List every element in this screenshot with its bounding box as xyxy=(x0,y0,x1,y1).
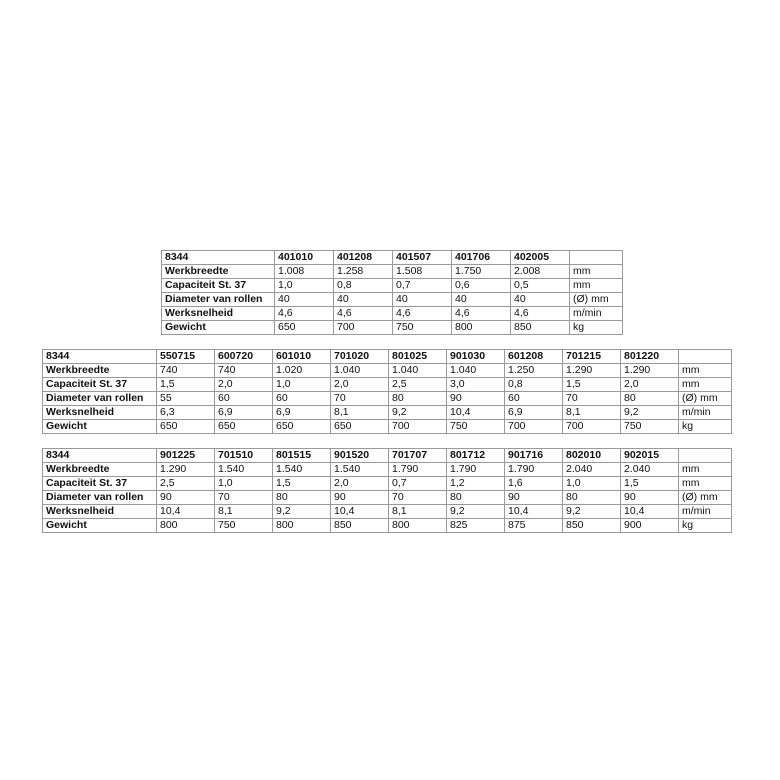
unit-cell: m/min xyxy=(570,307,623,321)
code-cell: 401010 xyxy=(275,251,334,265)
value-cell: 800 xyxy=(452,321,511,335)
value-cell: 1,0 xyxy=(275,279,334,293)
value-cell: 800 xyxy=(273,519,331,533)
unit-cell: (Ø) mm xyxy=(679,491,732,505)
code-cell: 701707 xyxy=(389,449,447,463)
row-label: Werkbreedte xyxy=(162,265,275,279)
code-cell: 601010 xyxy=(273,350,331,364)
unit-cell: m/min xyxy=(679,406,732,420)
value-cell: 60 xyxy=(215,392,273,406)
unit-cell: mm xyxy=(679,378,732,392)
value-cell: 40 xyxy=(275,293,334,307)
value-cell: 700 xyxy=(563,420,621,434)
value-cell: 1.040 xyxy=(389,364,447,378)
value-cell: 0,7 xyxy=(389,477,447,491)
value-cell: 1,2 xyxy=(447,477,505,491)
row-label: Werkbreedte xyxy=(43,364,157,378)
value-cell: 1.540 xyxy=(331,463,389,477)
value-cell: 1.040 xyxy=(447,364,505,378)
value-cell: 1.290 xyxy=(563,364,621,378)
value-cell: 1.008 xyxy=(275,265,334,279)
value-cell: 1,0 xyxy=(273,378,331,392)
value-cell: 700 xyxy=(334,321,393,335)
code-cell: 701020 xyxy=(331,350,389,364)
value-cell: 700 xyxy=(505,420,563,434)
value-cell: 4,6 xyxy=(275,307,334,321)
value-cell: 80 xyxy=(447,491,505,505)
value-cell: 700 xyxy=(389,420,447,434)
value-cell: 6,3 xyxy=(157,406,215,420)
row-label: Diameter van rollen xyxy=(43,392,157,406)
value-cell: 6,9 xyxy=(505,406,563,420)
row-label: Gewicht xyxy=(43,519,157,533)
value-cell: 2,5 xyxy=(157,477,215,491)
value-cell: 8,1 xyxy=(563,406,621,420)
value-cell: 1,6 xyxy=(505,477,563,491)
code-cell: 801025 xyxy=(389,350,447,364)
code-cell: 801515 xyxy=(273,449,331,463)
value-cell: 9,2 xyxy=(389,406,447,420)
value-cell: 850 xyxy=(511,321,570,335)
value-cell: 90 xyxy=(621,491,679,505)
value-cell: 0,7 xyxy=(393,279,452,293)
spec-table-3 xyxy=(42,448,732,533)
row-label: Werksnelheid xyxy=(43,505,157,519)
value-cell: 2,0 xyxy=(621,378,679,392)
value-cell: 0,5 xyxy=(511,279,570,293)
unit-cell: kg xyxy=(679,519,732,533)
value-cell: 90 xyxy=(447,392,505,406)
row-label: Capaciteit St. 37 xyxy=(43,477,157,491)
value-cell: 4,6 xyxy=(334,307,393,321)
code-cell: 902015 xyxy=(621,449,679,463)
unit-cell: mm xyxy=(570,265,623,279)
row-label: Capaciteit St. 37 xyxy=(43,378,157,392)
table-row xyxy=(43,477,732,491)
value-cell: 1,0 xyxy=(563,477,621,491)
value-cell: 750 xyxy=(393,321,452,335)
table-row xyxy=(43,463,732,477)
row-label: Diameter van rollen xyxy=(43,491,157,505)
unit-cell xyxy=(679,350,732,364)
value-cell: 80 xyxy=(621,392,679,406)
value-cell: 60 xyxy=(273,392,331,406)
value-cell: 10,4 xyxy=(505,505,563,519)
code-cell: 701510 xyxy=(215,449,273,463)
table-row xyxy=(43,364,732,378)
value-cell: 875 xyxy=(505,519,563,533)
value-cell: 1.790 xyxy=(447,463,505,477)
value-cell: 1.540 xyxy=(215,463,273,477)
value-cell: 2.040 xyxy=(621,463,679,477)
table-row xyxy=(43,420,732,434)
code-cell: 901520 xyxy=(331,449,389,463)
value-cell: 10,4 xyxy=(157,505,215,519)
code-cell: 901030 xyxy=(447,350,505,364)
code-cell: 601208 xyxy=(505,350,563,364)
value-cell: 650 xyxy=(157,420,215,434)
table-row xyxy=(162,265,623,279)
value-cell: 8,1 xyxy=(389,505,447,519)
code-cell: 600720 xyxy=(215,350,273,364)
table-row xyxy=(162,293,623,307)
value-cell: 0,6 xyxy=(452,279,511,293)
value-cell: 825 xyxy=(447,519,505,533)
unit-cell: kg xyxy=(570,321,623,335)
code-cell: 701215 xyxy=(563,350,621,364)
value-cell: 4,6 xyxy=(393,307,452,321)
value-cell: 90 xyxy=(157,491,215,505)
value-cell: 1,5 xyxy=(157,378,215,392)
row-label: Diameter van rollen xyxy=(162,293,275,307)
value-cell: 1.540 xyxy=(273,463,331,477)
value-cell: 1.790 xyxy=(389,463,447,477)
model-cell: 8344 xyxy=(43,449,157,463)
value-cell: 1.290 xyxy=(621,364,679,378)
table-row xyxy=(43,378,732,392)
value-cell: 1,5 xyxy=(621,477,679,491)
value-cell: 750 xyxy=(447,420,505,434)
unit-cell xyxy=(570,251,623,265)
value-cell: 850 xyxy=(563,519,621,533)
unit-cell: mm xyxy=(679,463,732,477)
value-cell: 800 xyxy=(157,519,215,533)
spec-table-1 xyxy=(161,250,623,335)
value-cell: 800 xyxy=(389,519,447,533)
code-cell: 801712 xyxy=(447,449,505,463)
value-cell: 9,2 xyxy=(273,505,331,519)
value-cell: 70 xyxy=(331,392,389,406)
value-cell: 1.250 xyxy=(505,364,563,378)
value-cell: 70 xyxy=(389,491,447,505)
model-cell: 8344 xyxy=(43,350,157,364)
value-cell: 1.750 xyxy=(452,265,511,279)
value-cell: 0,8 xyxy=(505,378,563,392)
code-cell: 401208 xyxy=(334,251,393,265)
table-row xyxy=(43,491,732,505)
value-cell: 9,2 xyxy=(447,505,505,519)
unit-cell: mm xyxy=(570,279,623,293)
value-cell: 80 xyxy=(273,491,331,505)
unit-cell: (Ø) mm xyxy=(679,392,732,406)
value-cell: 750 xyxy=(621,420,679,434)
value-cell: 1,5 xyxy=(563,378,621,392)
value-cell: 2,0 xyxy=(215,378,273,392)
unit-cell xyxy=(679,449,732,463)
value-cell: 6,9 xyxy=(215,406,273,420)
value-cell: 650 xyxy=(273,420,331,434)
code-cell: 401706 xyxy=(452,251,511,265)
header-row xyxy=(43,449,732,463)
value-cell: 70 xyxy=(215,491,273,505)
value-cell: 10,4 xyxy=(621,505,679,519)
table-row xyxy=(43,406,732,420)
unit-cell: mm xyxy=(679,477,732,491)
header-row xyxy=(162,251,623,265)
value-cell: 4,6 xyxy=(511,307,570,321)
value-cell: 90 xyxy=(331,491,389,505)
value-cell: 1,5 xyxy=(273,477,331,491)
value-cell: 1.020 xyxy=(273,364,331,378)
value-cell: 2.008 xyxy=(511,265,570,279)
row-label: Werksnelheid xyxy=(162,307,275,321)
value-cell: 2,0 xyxy=(331,378,389,392)
code-cell: 402005 xyxy=(511,251,570,265)
code-cell: 901225 xyxy=(157,449,215,463)
value-cell: 8,1 xyxy=(215,505,273,519)
value-cell: 3,0 xyxy=(447,378,505,392)
value-cell: 40 xyxy=(452,293,511,307)
value-cell: 6,9 xyxy=(273,406,331,420)
value-cell: 70 xyxy=(563,392,621,406)
code-cell: 550715 xyxy=(157,350,215,364)
code-cell: 802010 xyxy=(563,449,621,463)
code-cell: 801220 xyxy=(621,350,679,364)
value-cell: 0,8 xyxy=(334,279,393,293)
unit-cell: kg xyxy=(679,420,732,434)
value-cell: 40 xyxy=(334,293,393,307)
value-cell: 1.790 xyxy=(505,463,563,477)
value-cell: 40 xyxy=(511,293,570,307)
table-row xyxy=(43,392,732,406)
value-cell: 10,4 xyxy=(447,406,505,420)
value-cell: 9,2 xyxy=(563,505,621,519)
value-cell: 60 xyxy=(505,392,563,406)
unit-cell: m/min xyxy=(679,505,732,519)
value-cell: 80 xyxy=(563,491,621,505)
value-cell: 1,0 xyxy=(215,477,273,491)
value-cell: 2,5 xyxy=(389,378,447,392)
table-row xyxy=(43,519,732,533)
value-cell: 2,0 xyxy=(331,477,389,491)
table-row xyxy=(162,321,623,335)
value-cell: 1.290 xyxy=(157,463,215,477)
value-cell: 10,4 xyxy=(331,505,389,519)
value-cell: 750 xyxy=(215,519,273,533)
value-cell: 1.040 xyxy=(331,364,389,378)
value-cell: 80 xyxy=(389,392,447,406)
code-cell: 401507 xyxy=(393,251,452,265)
row-label: Gewicht xyxy=(162,321,275,335)
value-cell: 90 xyxy=(505,491,563,505)
value-cell: 1.508 xyxy=(393,265,452,279)
value-cell: 740 xyxy=(157,364,215,378)
value-cell: 900 xyxy=(621,519,679,533)
value-cell: 650 xyxy=(331,420,389,434)
table-row xyxy=(162,279,623,293)
row-label: Werkbreedte xyxy=(43,463,157,477)
value-cell: 9,2 xyxy=(621,406,679,420)
table-row xyxy=(43,505,732,519)
value-cell: 650 xyxy=(215,420,273,434)
value-cell: 8,1 xyxy=(331,406,389,420)
model-cell: 8344 xyxy=(162,251,275,265)
value-cell: 650 xyxy=(275,321,334,335)
header-row xyxy=(43,350,732,364)
row-label: Gewicht xyxy=(43,420,157,434)
value-cell: 850 xyxy=(331,519,389,533)
row-label: Werksnelheid xyxy=(43,406,157,420)
value-cell: 4,6 xyxy=(452,307,511,321)
value-cell: 740 xyxy=(215,364,273,378)
table-row xyxy=(162,307,623,321)
spec-table-2 xyxy=(42,349,732,434)
unit-cell: (Ø) mm xyxy=(570,293,623,307)
row-label: Capaciteit St. 37 xyxy=(162,279,275,293)
code-cell: 901716 xyxy=(505,449,563,463)
value-cell: 2.040 xyxy=(563,463,621,477)
unit-cell: mm xyxy=(679,364,732,378)
value-cell: 40 xyxy=(393,293,452,307)
value-cell: 55 xyxy=(157,392,215,406)
value-cell: 1.258 xyxy=(334,265,393,279)
